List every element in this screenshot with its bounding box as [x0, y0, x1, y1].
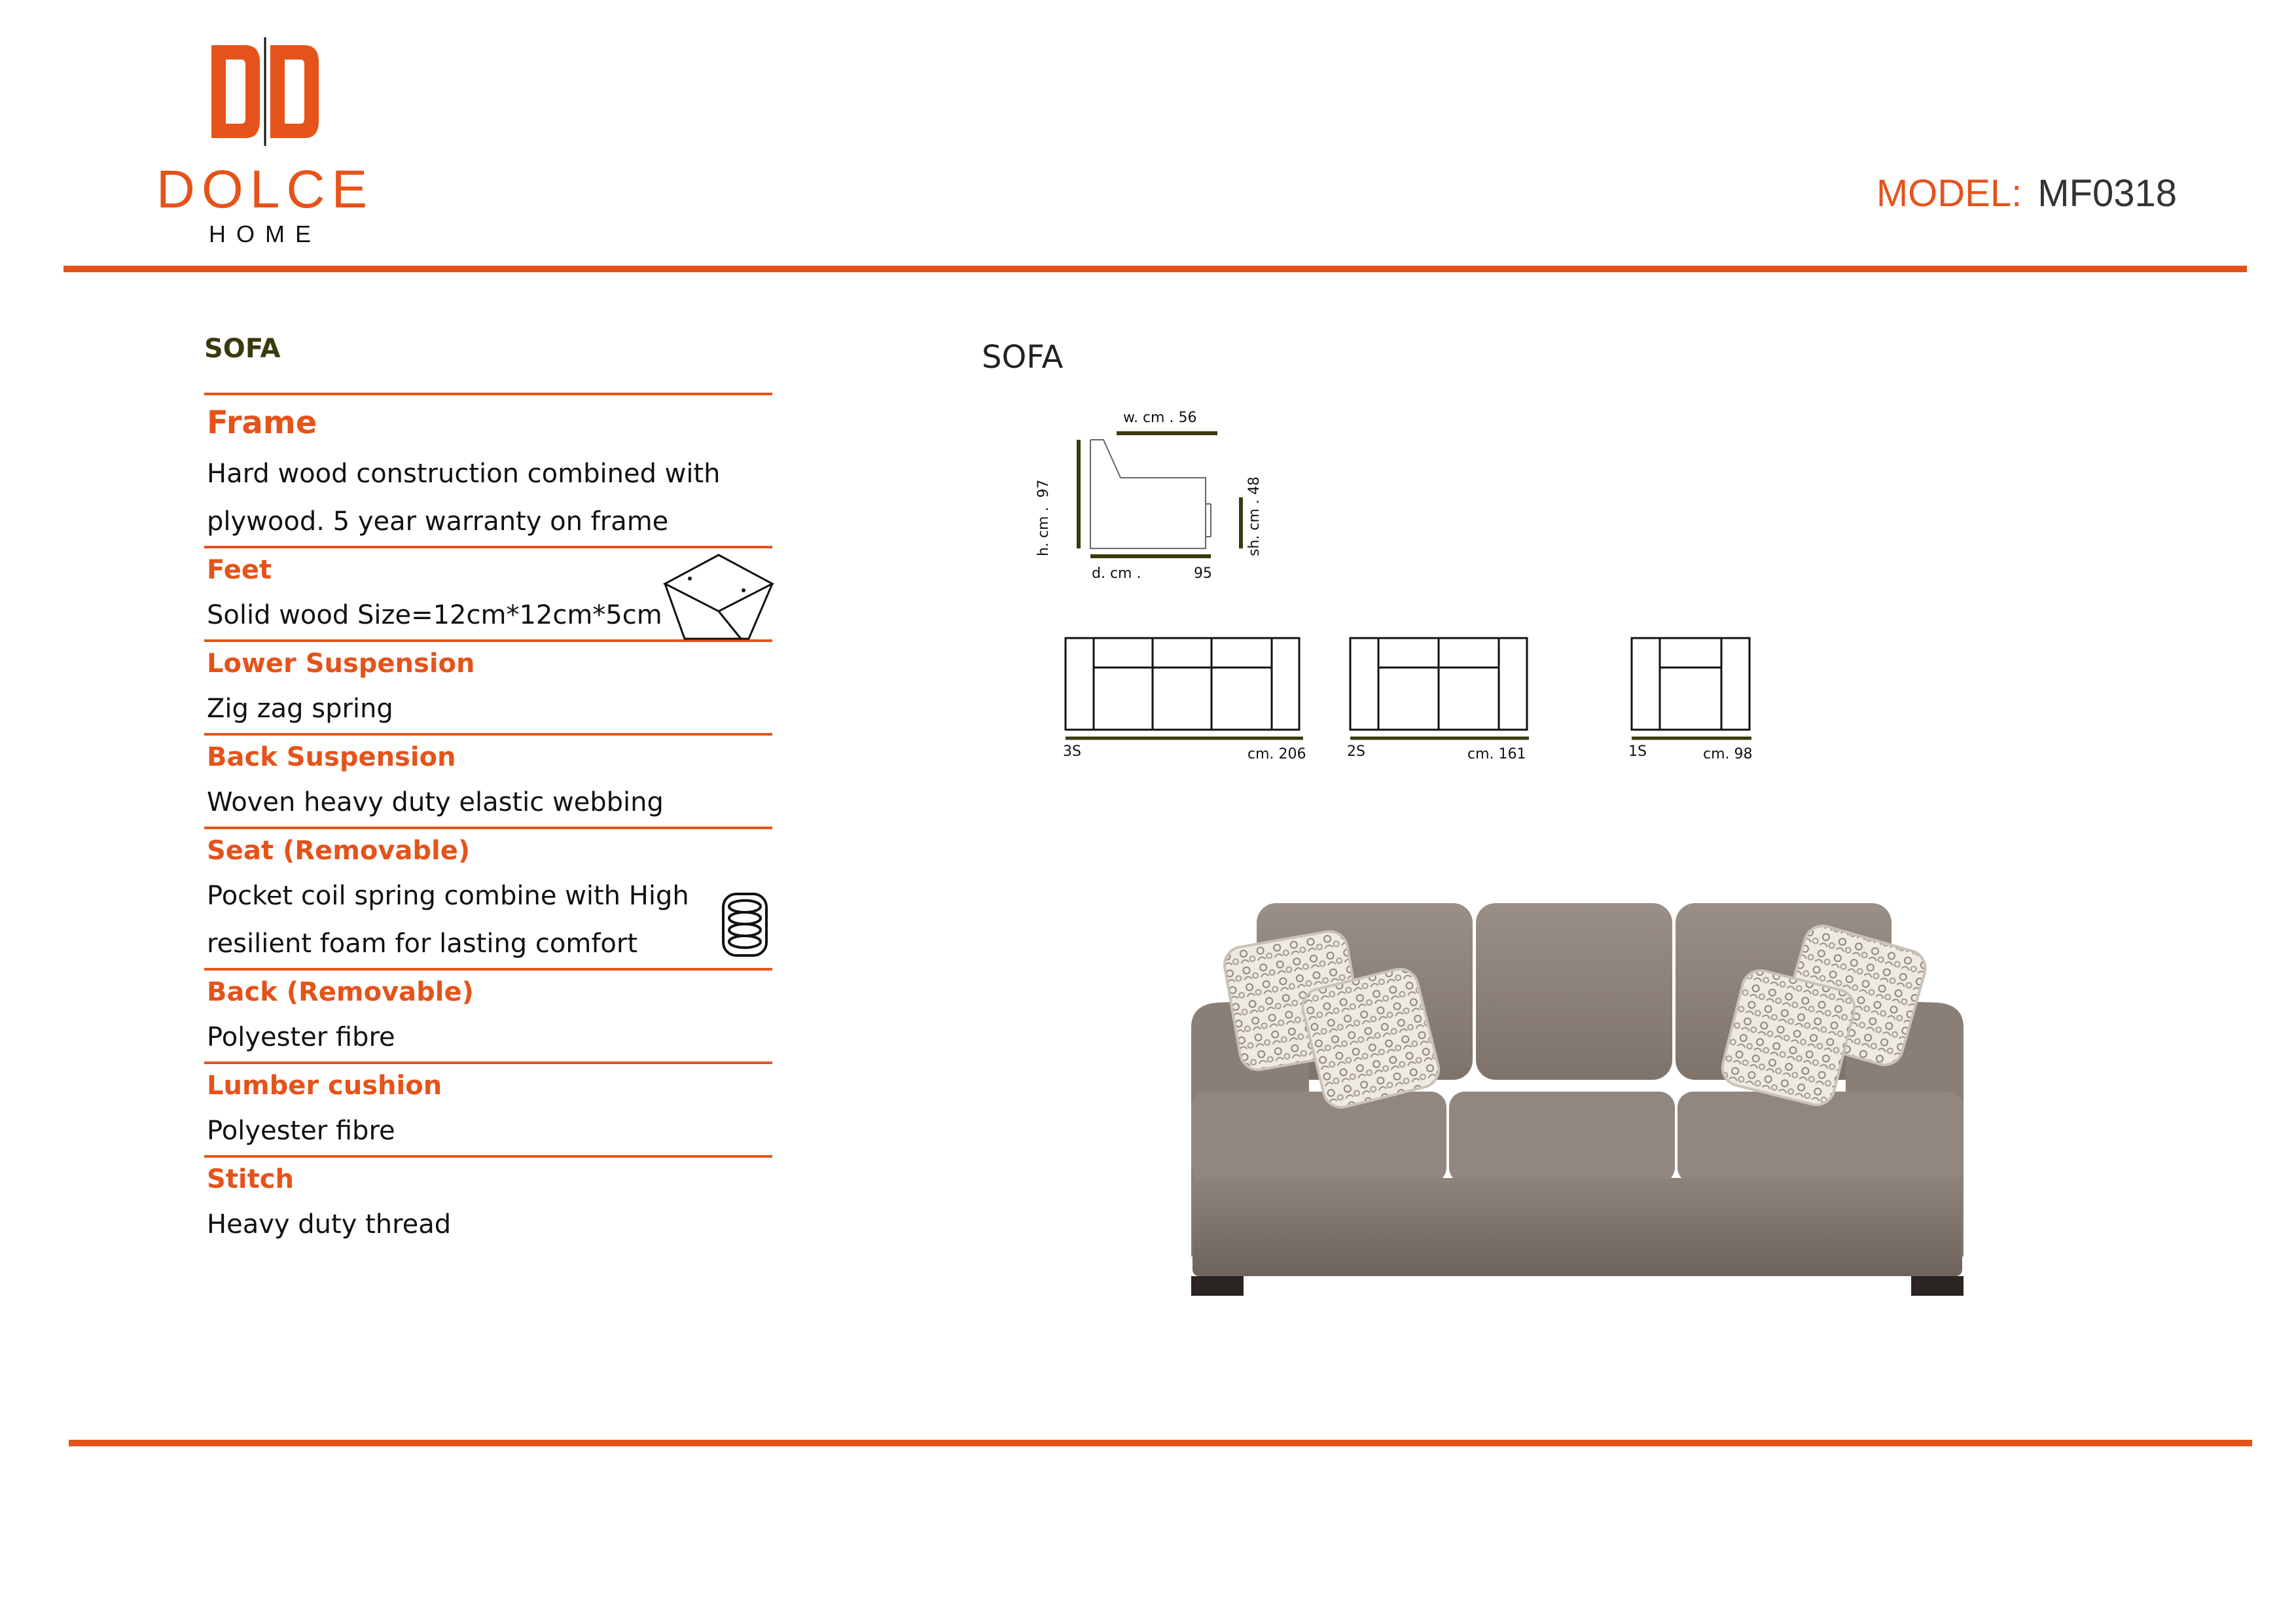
dd-monogram-icon — [206, 36, 324, 147]
spec-section-frame — [204, 395, 772, 546]
spec-section-feet — [204, 548, 772, 639]
size-code-1s: 1S — [1628, 743, 1647, 760]
depth-value: 95 — [1194, 565, 1212, 582]
spec-section-stitch — [204, 1158, 772, 1249]
section-line: Polyester fibre — [207, 1116, 395, 1146]
foot-block-icon — [662, 552, 775, 644]
spec-list — [204, 334, 772, 1249]
plan-3s-drawing — [1064, 635, 1312, 746]
sofa-photo — [1178, 890, 1977, 1335]
diagram-title: SOFA — [982, 339, 1064, 376]
footer-divider — [69, 1440, 2252, 1446]
section-heading: Frame — [207, 404, 317, 441]
section-heading: Lower Suspension — [207, 649, 475, 679]
section-heading: Lumber cushion — [207, 1071, 442, 1101]
section-heading: Feet — [207, 555, 272, 585]
spec-section-lower-suspension — [204, 642, 772, 733]
section-line: Pocket coil spring combine with High — [207, 881, 689, 911]
size-width-3s: cm. 206 — [1247, 746, 1306, 762]
section-line: Heavy duty thread — [207, 1209, 452, 1240]
spec-title: SOFA — [204, 334, 281, 364]
size-width-1s: cm. 98 — [1703, 746, 1753, 762]
section-line: Polyester fibre — [207, 1022, 395, 1052]
depth-label: d. cm . — [1092, 565, 1141, 582]
size-width-2s: cm. 161 — [1467, 746, 1526, 762]
spec-section-back — [204, 971, 772, 1061]
brand-name: DOLCE — [156, 160, 374, 219]
spec-section-seat — [204, 829, 772, 968]
section-line: resilient foam for lasting comfort — [207, 929, 638, 959]
model-value: MF0318 — [2037, 172, 2177, 215]
section-line: Hard wood construction combined with — [207, 459, 721, 489]
side-elevation-drawing — [1034, 399, 1309, 596]
size-code-2s: 2S — [1347, 743, 1365, 760]
section-heading: Seat (Removable) — [207, 836, 471, 866]
model-number — [1876, 171, 2177, 215]
section-heading: Stitch — [207, 1164, 294, 1194]
plan-1s-drawing — [1630, 635, 1754, 746]
section-heading: Back Suspension — [207, 742, 456, 772]
header-divider — [63, 266, 2247, 272]
seat-height-label: sh. cm . 48 — [1246, 476, 1263, 556]
section-line: plywood. 5 year warranty on frame — [207, 507, 669, 537]
spec-section-lumber-cushion — [204, 1064, 772, 1155]
height-label: h. cm . 97 — [1035, 479, 1052, 556]
section-heading: Back (Removable) — [207, 977, 474, 1007]
section-line: Solid wood Size=12cm*12cm*5cm — [207, 600, 662, 630]
brand-subtitle: HOME — [209, 221, 321, 247]
plan-2s-drawing — [1348, 635, 1532, 746]
size-code-3s: 3S — [1063, 743, 1081, 760]
section-line: Zig zag spring — [207, 694, 393, 724]
coil-spring-icon — [721, 892, 768, 957]
width-label: w. cm . 56 — [1123, 410, 1197, 426]
section-line: Woven heavy duty elastic webbing — [207, 787, 664, 817]
spec-section-back-suspension — [204, 736, 772, 827]
model-label: MODEL: — [1876, 172, 2022, 215]
brand-logo — [147, 36, 383, 252]
